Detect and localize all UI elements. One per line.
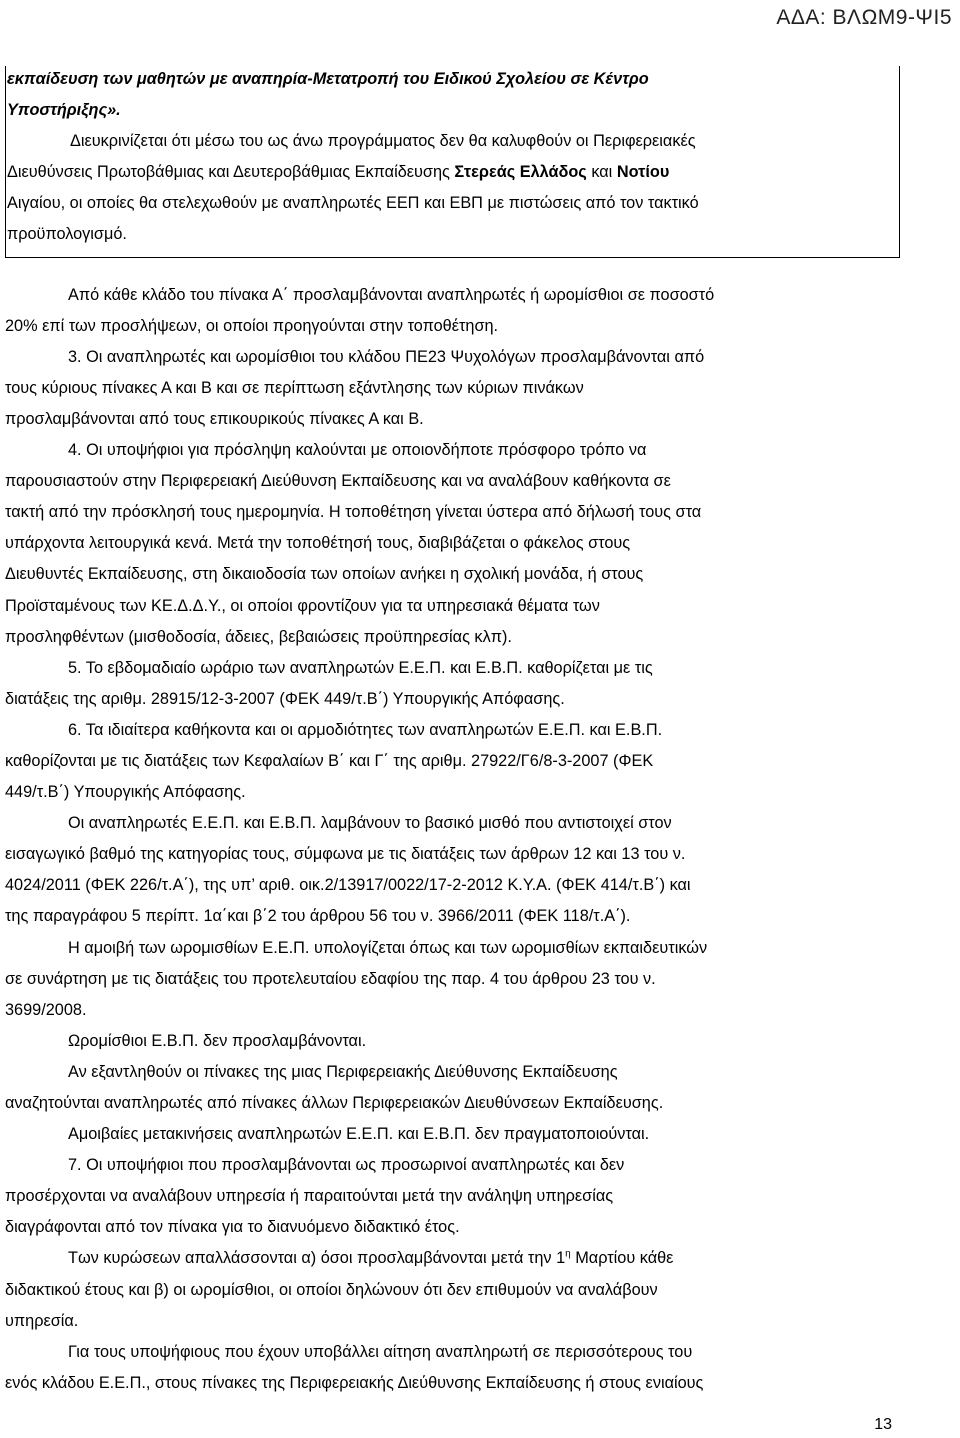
paragraph-line: 3699/2008.	[5, 1000, 87, 1019]
superscript: η	[565, 1249, 571, 1261]
paragraph-line: Διευθυντές Εκπαίδευσης, στη δικαιοδοσία των οποίων ανήκει η σχολική μονάδα, ή στους	[5, 565, 644, 584]
paragraph-line: τους κύριους πίνακες Α και Β και σε περίπτωση εξάντλησης των κύριων πινάκων	[5, 378, 584, 397]
box-line: Διευκρινίζεται ότι μέσω του ως άνω προγράμματος δεν θα καλυφθούν οι Περιφερειακές	[70, 132, 696, 151]
paragraph-line: 449/τ.Β΄) Υπουργικής Απόφασης.	[5, 783, 246, 802]
bold-text: Νοτίου	[616, 163, 670, 182]
paragraph-line: 7. Οι υποψήφιοι που προσλαμβάνονται ως προσωρινοί αναπληρωτές και δεν	[68, 1156, 625, 1175]
paragraph-line: Για τους υποψήφιους που έχουν υποβάλλει αίτηση αναπληρωτή σε περισσότερους του	[68, 1342, 693, 1361]
document-body	[5, 64, 897, 1399]
paragraph-line: Από κάθε κλάδο του πίνακα Α΄ προσλαμβάνονται αναπληρωτές ή ωρομίσθιοι σε ποσοστό	[68, 285, 715, 304]
paragraph-line: Αν εξαντληθούν οι πίνακες της μιας Περιφερειακής Διεύθυνσης Εκπαίδευσης	[68, 1062, 618, 1081]
paragraph-line: εισαγωγικό βαθμό της κατηγορίας τους, σύμφωνα με τις διατάξεις των άρθρων 12 και 13 του ν.	[5, 845, 686, 864]
paragraph-line: προσλαμβάνονται από τους επικουρικούς πίνακες Α και Β.	[5, 409, 424, 428]
paragraph-line: καθορίζονται με τις διατάξεις των Κεφαλαίων Β΄ και Γ΄ της αριθμ. 27922/Γ6/8-3-2007 (ΦΕΚ	[5, 751, 654, 770]
text-run: και	[591, 163, 613, 182]
paragraph-line: Η αμοιβή των ωρομισθίων Ε.Ε.Π. υπολογίζεται όπως και των ωρομισθίων εκπαιδευτικών	[68, 938, 708, 957]
page-number: 13	[874, 1416, 892, 1433]
box-line	[5, 157, 897, 188]
paragraph-line: 3. Οι αναπληρωτές και ωρομίσθιοι του κλάδου ΠΕ23 Ψυχολόγων προσλαμβάνονται από	[68, 347, 705, 366]
paragraph-line: διαγράφονται από τον πίνακα για το διανυόμενο διδακτικό έτος.	[5, 1218, 460, 1237]
paragraph-line: 6. Τα ιδιαίτερα καθήκοντα και οι αρμοδιότητες των αναπληρωτών Ε.Ε.Π. και Ε.Β.Π.	[68, 720, 663, 739]
box-line: εκπαίδευση των μαθητών με αναπηρία-Μετατροπή του Ειδικού Σχολείου σε Κέντρο	[7, 70, 649, 88]
text-run: Μαρτίου κάθε	[570, 1249, 674, 1268]
paragraph-line	[5, 1243, 897, 1274]
box-line: Αιγαίου, οι οποίες θα στελεχωθούν με αναπληρωτές ΕΕΠ και ΕΒΠ με πιστώσεις από τον τακτικό	[7, 194, 699, 213]
paragraph-line: υπάρχοντα λειτουργικά κενά. Μετά την τοποθέτησή τους, διαβιβάζεται ο φάκελος στους	[5, 534, 631, 553]
paragraph-line: 4024/2011 (ΦΕΚ 226/τ.Α΄), της υπ’ αριθ. οικ.2/13917/0022/17-2-2012 Κ.Υ.Α. (ΦΕΚ 414/τ.Β΄) και	[5, 876, 691, 895]
paragraph-line: προσέρχονται να αναλάβουν υπηρεσία ή παραιτούνται μετά την ανάληψη υπηρεσίας	[5, 1187, 614, 1206]
bold-text: Στερεάς Ελλάδος	[454, 163, 587, 182]
paragraph-line: 4. Οι υποψήφιοι για πρόσληψη καλούνται με οποιονδήποτε πρόσφορο τρόπο να	[68, 441, 647, 460]
ada-code: ΑΔΑ: ΒΛΩΜ9-ΨΙ5	[776, 6, 952, 29]
paragraph-line: ενός κλάδου Ε.Ε.Π., στους πίνακες της Περιφερειακής Διεύθυνσης Εκπαίδευσης ή στους ενιαίους	[5, 1373, 704, 1392]
text-run: Των κυρώσεων απαλλάσσονται α) όσοι προσλαμβάνονται μετά την 1	[68, 1249, 566, 1268]
text-run: Διευθύνσεις Πρωτοβάθμιας και Δευτεροβάθμιας Εκπαίδευσης	[7, 163, 450, 182]
paragraph-line: διδακτικού έτους και β) οι ωρομίσθιοι, οι οποίοι δηλώνουν ότι δεν επιθυμούν να αναλάβουν	[5, 1280, 658, 1299]
box-line: προϋπολογισμό.	[7, 225, 127, 244]
paragraph-line: προσληφθέντων (μισθοδοσία, άδειες, βεβαιώσεις προϋπηρεσίας κλπ).	[5, 627, 512, 646]
paragraph-line: Ωρομίσθιοι Ε.Β.Π. δεν προσλαμβάνονται.	[68, 1031, 367, 1050]
box-text	[5, 64, 897, 251]
paragraph-line: Αμοιβαίες μετακινήσεις αναπληρωτών Ε.Ε.Π. και Ε.Β.Π. δεν πραγματοποιούνται.	[68, 1125, 650, 1144]
paragraph-line: σε συνάρτηση με τις διατάξεις του προτελευταίου εδαφίου της παρ. 4 του άρθρου 23 του ν.	[5, 969, 656, 988]
paragraph-line: διατάξεις της αριθμ. 28915/12-3-2007 (ΦΕΚ 449/τ.Β΄) Υπουργικής Απόφασης.	[5, 689, 565, 708]
paragraph-line: υπηρεσία.	[5, 1311, 79, 1330]
paragraph-line: παρουσιαστούν στην Περιφερειακή Διεύθυνση Εκπαίδευσης και να αναλάβουν καθήκοντα σε	[5, 472, 671, 491]
paragraph-line: 20% επί των προσλήψεων, οι οποίοι προηγούνται στην τοποθέτηση.	[5, 316, 499, 335]
paragraph-line: 5. Το εβδομαδιαίο ωράριο των αναπληρωτών Ε.Ε.Π. και Ε.Β.Π. καθορίζεται με τις	[68, 658, 653, 677]
paragraph-line: αναζητούνται αναπληρωτές από πίνακες άλλων Περιφερειακών Διευθύνσεων Εκπαίδευσης.	[5, 1094, 664, 1112]
box-line: Υποστήριξης».	[7, 101, 121, 120]
paragraph-line: Οι αναπληρωτές Ε.Ε.Π. και Ε.Β.Π. λαμβάνουν το βασικό μισθό που αντιστοιχεί στον	[68, 814, 672, 833]
paragraph-line: τακτή από την πρόσκλησή τους ημερομηνία. Η τοποθέτηση γίνεται ύστερα από δήλωσή τους στα	[5, 503, 702, 522]
paragraph-line: Προϊσταμένους των ΚΕ.Δ.Δ.Υ., οι οποίοι φροντίζουν για τα υπηρεσιακά θέματα των	[5, 596, 600, 615]
paragraph-line: της παραγράφου 5 περίπτ. 1α΄και β΄2 του άρθρου 56 του ν. 3966/2011 (ΦΕΚ 118/τ.Α΄).	[5, 907, 631, 926]
